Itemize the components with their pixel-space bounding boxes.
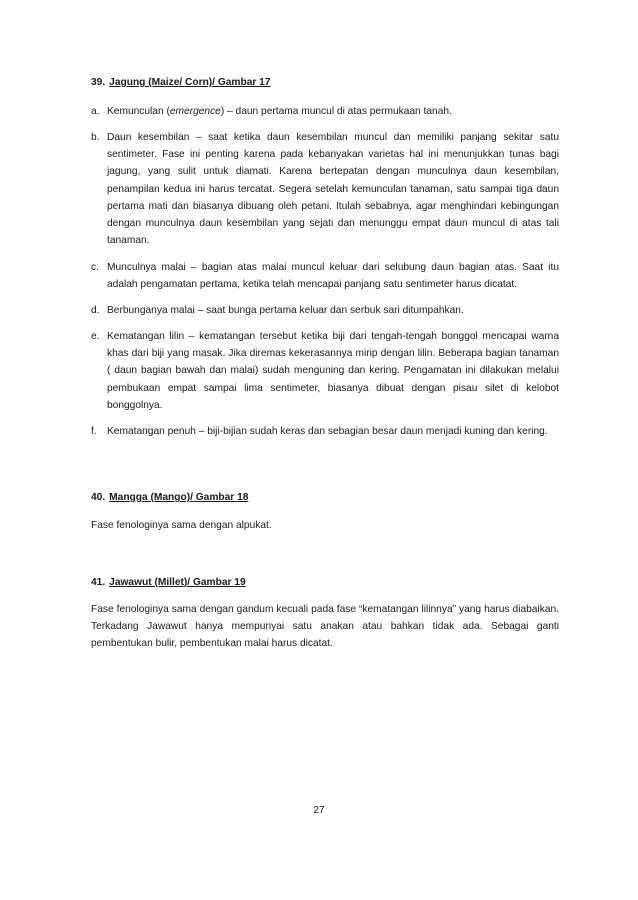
text-segment: Kemunculan ( xyxy=(107,106,170,117)
list-marker: a. xyxy=(91,106,100,117)
list-item-c xyxy=(91,259,559,293)
section-number: 39. xyxy=(91,77,106,88)
section-paragraph-41: Fase fenologinya sama dengan gandum kecuali pada fase “kematangan lilinnya” yang harus diabaikan. Terkadang Jawawut hanya mempunyai satu anakan atau bahkan tidak ada. Sebagai ganti pembentukan bulir, pembentukan malai harus dicatat. xyxy=(91,604,559,650)
list-item-text xyxy=(107,103,559,120)
section-title: Jawawut (Millet)/ Gambar 19 xyxy=(109,577,246,588)
list-item-text: Berbunganya malai – saat bunga pertama keluar dan serbuk sari ditumpahkan. xyxy=(107,305,464,316)
text-segment: ) – daun pertama muncul di atas permukaan tanah. xyxy=(220,106,452,117)
list-item-text: Kematangan lilin – kematangan tersebut ketika biji dari tengah-tengah bonggol mencapai warna khas dari biji yang masak. Jika diremas kekerasannya mirip dengan lilin. Beberapa bagian tanaman ( daun bagian bawah dan malai) sudah menguning dan kering. Pengamatan ini dilakukan melalui pembukaan empat sampai lima sentimeter, biasanya dibuat dengan pisau silet di kelobot bonggolnya. xyxy=(107,331,559,411)
list-item-text: Munculnya malai – bagian atas malai muncul keluar dari selubung daun bagian atas. Saat itu adalah pengamatan pertama, ketika telah mencapai panjang satu sentimeter harus dicatat. xyxy=(107,262,559,291)
section-heading-39 xyxy=(91,77,271,88)
section-paragraph-40: Fase fenologinya sama dengan alpukat. xyxy=(91,520,272,531)
emphasis-text: emergence xyxy=(169,106,221,117)
page-number: 27 xyxy=(313,805,325,816)
list-marker: c. xyxy=(91,262,99,273)
list-item-d xyxy=(91,302,559,319)
list-item-text: Daun kesembilan – saat ketika daun kesembilan muncul dan memiliki panjang sekitar satu sentimeter. Fase ini penting karena pada kebanyakan varietas hal ini menunjukkan tunas bagi jagung, yang sulit untuk diamati. Karena bertepatan dengan munculnya daun kesembilan, penampilan kedua ini harus tercatat. Segera setelah kemunculan tanaman, satu sampai tiga daun pertama mati dan biasanya dibuang oleh petani. Itulah sebabnya, agar menghindari kebingungan dengan munculnya daun kesembilan yang sejati dan menunggu empat daun muncul di atas tali tanaman. xyxy=(107,132,559,247)
list-item-e xyxy=(91,328,559,414)
list-item-f xyxy=(91,423,559,440)
list-marker: e. xyxy=(91,331,100,342)
section-title: Mangga (Mango)/ Gambar 18 xyxy=(109,492,249,503)
list-item-a xyxy=(91,103,559,120)
section-heading-40 xyxy=(91,492,248,503)
list-item-b xyxy=(91,129,559,249)
section-title: Jagung (Maize/ Corn)/ Gambar 17 xyxy=(109,77,271,88)
list-item-text: Kematangan penuh – biji-bijian sudah keras dan sebagian besar daun menjadi kuning dan kering. xyxy=(107,426,548,437)
list-marker: d. xyxy=(91,305,100,316)
list-marker: b. xyxy=(91,132,100,143)
list-marker: f. xyxy=(91,426,97,437)
section-number: 40. xyxy=(91,492,106,503)
section-number: 41. xyxy=(91,577,106,588)
section-heading-41 xyxy=(91,577,246,588)
